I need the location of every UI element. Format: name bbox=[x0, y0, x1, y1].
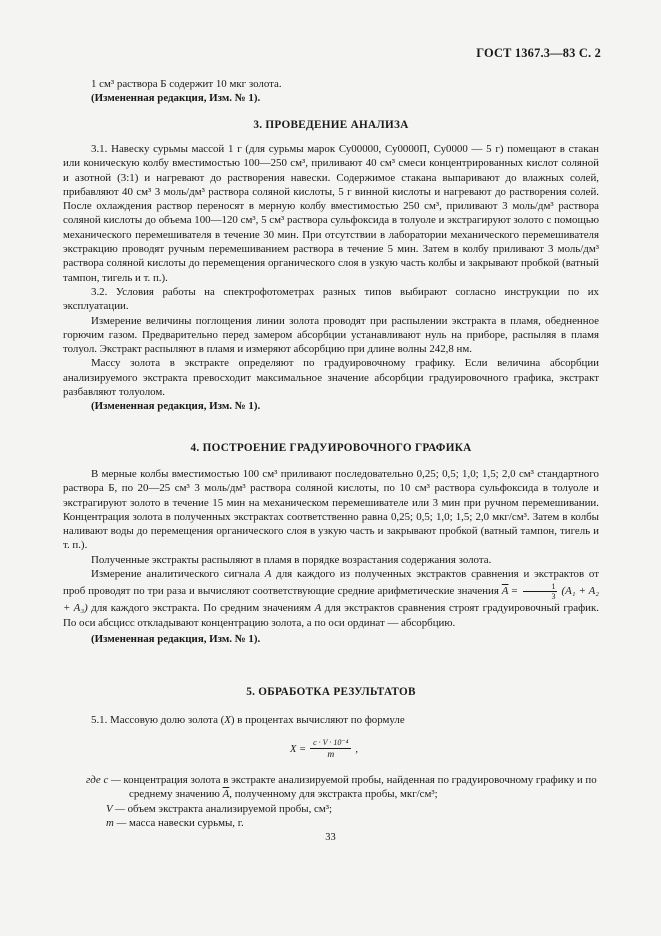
paragraph-3-2-mass: Массу золота в экстракте определяют по градуировочному графику. Если величина абсорбции анализируемого экстракта превосходит максимальное значение абсорбции градуировочного графика, экстракт разбавляют толуолом. bbox=[63, 357, 599, 399]
paragraph-3-1: 3.1. Навеску сурьмы массой 1 г (для сурьмы марок Су00000, Су0000П, Су0000 — 5 г) помещают в стакан или коническую колбу вместимостью 100—250 см³, приливают 40 см³ смеси концентрированных кислот соляной и азотной (3:1) и нагревают до растворения навески. Содержимое стакана выпаривают до влажных солей, прибавляют 40 см³ 3 моль/дм³ раствора соляной кислоты, 5 г винной кислоты и нагревают до растворения солей. После охлаждения раствор переносят в мерную колбу вместимостью 250 см³, приливают 3 моль/дм³ раствора соляной кислоты до объема 100—120 см³, 5 см³ раствора сульфоксида в толуоле и экстрагируют золото с помощью механического перемешивателя в течение 30 мин. При отсутствии в лаборатории механического перемешивателя экстракцию проводят ручным перемешиванием раствора в течение 5 мин. Затем в колбу приливают 3 моль/дм³ раствора соляной кислоты до перемещения органического слоя в узкую часть колбы и закрывают пробкой (ватный тампон, тигель и т. п.). bbox=[63, 143, 599, 284]
section-4-edit-note: (Измененная редакция, Изм. № 1). bbox=[91, 632, 261, 645]
section-5-title: 5. ОБРАБОТКА РЕЗУЛЬТАТОВ bbox=[246, 686, 416, 698]
section-5-body bbox=[63, 713, 599, 727]
legend-m-label: m — bbox=[106, 817, 127, 830]
paragraph-3-2-measure: Измерение величины поглощения линии золота проводят при распылении экстракта в пламя, обедненное горючим газом. Предварительно перед замером абсорбции устанавливают нуль на приборе, распыляя в пламя толуол. Экстракт распыляют в пламя и измеряют абсорбцию при длине волны 242,8 нм. bbox=[63, 314, 599, 356]
formula-lhs: X = bbox=[290, 743, 307, 755]
legend-m-text: масса навески сурьмы, г. bbox=[129, 817, 244, 830]
p51-text-b: ) в процентах вычисляют по формуле bbox=[230, 714, 405, 726]
formula-fraction bbox=[310, 738, 351, 760]
paragraph-4-1: В мерные колбы вместимостью 100 см³ приливают последовательно 0,25; 0,5; 1,0; 1,5; 2,0 см³ стандартного раствора Б, по 20—25 см³ 3 моль/дм³ раствора соляной кислоты, по 10 см³ раствора сульфоксида в толуоле и экстрагируют золото в течение 15 мин на механическом перемешивателе или 3 мин при ручном перемешивании. Концентрация золота в полученных экстрактах соответственно равна 0,25; 0,5; 1,0; 1,5; 2,0 мкг/см³. Затем в колбы наливают воды до перемещения органического слоя в узкую часть и закрывают пробкой (ватный тампон, тигель и т. п.). bbox=[63, 468, 599, 552]
p43-text-a: Измерение аналитического сигнала bbox=[91, 568, 260, 581]
paragraph-4-2: Полученные экстракты распыляют в пламя в порядке возрастания содержания золота. bbox=[91, 553, 492, 566]
p43-symbol-abar: $\overline{A}$ bbox=[501, 585, 509, 598]
section-4-title: 4. ПОСТРОЕНИЕ ГРАДУИРОВОЧНОГО ГРАФИКА bbox=[190, 442, 472, 454]
formula-tail: , bbox=[355, 743, 359, 755]
formula-denominator: m bbox=[327, 750, 335, 760]
intro-edit-note: (Измененная редакция, Изм. № 1). bbox=[91, 92, 261, 105]
mass-fraction-formula bbox=[290, 738, 358, 760]
page-number: 33 bbox=[325, 832, 336, 843]
page-header: ГОСТ 1367.3—83 С. 2 bbox=[476, 46, 601, 60]
legend-c-text: концентрация золота в экстракте анализируемой пробы, найденная по градуировочному графику и по среднему значению bbox=[123, 774, 597, 801]
p43-frac-num: 1 bbox=[523, 582, 557, 592]
intro-block bbox=[63, 77, 599, 106]
p43-text-d: для экстрактов сравнения строят градуировочный график. По оси абсцисс откладывают концентрацию золота, а по оси ординат — абсорбцию. bbox=[63, 602, 599, 630]
intro-line: 1 см³ раствора Б содержит 10 мкг золота. bbox=[91, 78, 282, 90]
legend-c-text2: , полученному для экстракта пробы, мкг/см³; bbox=[229, 788, 438, 801]
legend-c-label: где c — bbox=[86, 774, 121, 786]
legend-c bbox=[86, 773, 599, 802]
paragraph-5-1 bbox=[63, 713, 599, 727]
p43-frac-den: 3 bbox=[551, 592, 556, 602]
p43-sum: (A₁ + A₂ + A₃) bbox=[63, 585, 600, 615]
p51-text-a: 5.1. Массовую долю золота ( bbox=[91, 714, 225, 726]
p43-text-c: для каждого экстракта. По средним значениям bbox=[91, 602, 312, 615]
p43-text-b: для каждого из полученных экстрактов сравнения и экстрактов от проб проводят по три раза и вычисляют соответствующие средние арифметические значения bbox=[63, 568, 599, 598]
section-4-body bbox=[63, 467, 599, 646]
legend-v bbox=[86, 802, 599, 816]
formula-numerator: c · V · 10⁻⁴ bbox=[310, 738, 351, 749]
paragraph-3-2: 3.2. Условия работы на спектрофотометрах разных типов выбирают согласно инструкции по их эксплуатации. bbox=[63, 285, 599, 313]
formula-legend bbox=[86, 773, 599, 831]
paragraph-4-3 bbox=[63, 567, 599, 632]
p51-symbol-x: X bbox=[224, 714, 231, 726]
section-3-title: 3. ПРОВЕДЕНИЕ АНАЛИЗА bbox=[253, 119, 409, 131]
legend-m bbox=[86, 816, 599, 830]
section-3-edit-note: (Измененная редакция, Изм. № 1). bbox=[91, 400, 261, 413]
section-3-body bbox=[63, 142, 599, 414]
p43-symbol-a: A bbox=[264, 568, 272, 581]
p43-fraction bbox=[523, 582, 557, 601]
p43-eq: = bbox=[511, 585, 518, 598]
p43-symbol-a2: A bbox=[314, 602, 322, 615]
legend-v-text: объем экстракта анализируемой пробы, см³; bbox=[127, 802, 333, 815]
legend-v-label: V — bbox=[106, 802, 125, 815]
legend-c-abar: $\overline{A}$ bbox=[222, 788, 230, 801]
